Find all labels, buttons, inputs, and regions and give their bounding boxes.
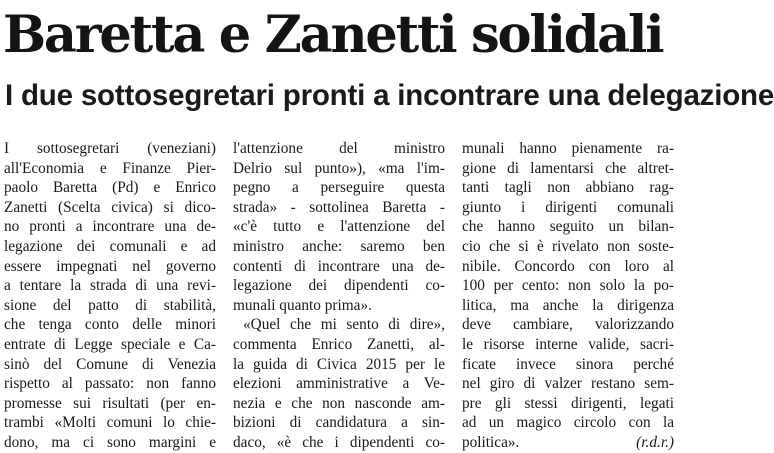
text-line: contenti di incontrare una de-: [233, 257, 445, 275]
text-line: elezioni amministrative a Ve-: [233, 375, 445, 393]
text-line: commenta Enrico Zanetti, al-: [233, 335, 445, 353]
text-line: a tentare la strada di una revi-: [4, 277, 216, 295]
text-line: pegno a perseguire questa: [233, 179, 445, 197]
text-line: munali quanto prima».: [233, 296, 372, 314]
text-line: ad un magico circolo con la: [462, 414, 674, 432]
text-line: nezia e che non nasconde am-: [233, 394, 445, 412]
author-signature: (r.d.r.): [636, 433, 674, 451]
text-line: tanti tagli non abbiano rag-: [462, 179, 674, 197]
text-line: legazione dei comunali e ad: [4, 237, 216, 255]
text-line: daco, «è che i dipendenti co-: [233, 433, 445, 451]
article-column-1: [4, 139, 216, 453]
text-line: entrate di Legge speciale e Ca-: [4, 335, 216, 353]
text-line: bizioni di candidatura a sin-: [233, 414, 445, 432]
text-line: ficate invece sinora perché: [462, 355, 674, 373]
text-line: giunto i dirigenti comunali: [462, 198, 674, 216]
text-line: deve cambiare, valorizzando: [462, 316, 674, 334]
text-line: le risorse interne valide, sacri-: [462, 335, 674, 353]
text-line: che tenga conto delle minori: [4, 316, 216, 334]
text-line: politica».: [462, 433, 520, 451]
text-line: l'attenzione del ministro: [233, 140, 445, 157]
text-line: sinò del Comune di Venezia: [4, 355, 216, 373]
article-column-3: [462, 139, 674, 453]
text-line: sione del patto di stabilità,: [4, 296, 216, 314]
text-line: cio che si è rivelato non soste-: [462, 237, 674, 255]
text-line: rispetto al passato: non fanno: [4, 375, 216, 393]
text-line: paolo Baretta (Pd) e Enrico: [4, 179, 216, 197]
text-line: «c'è tutto e l'attenzione del: [233, 218, 445, 236]
text-line: ministro anche: saremo ben: [233, 237, 445, 255]
text-line: trambi «Molti comuni lo chie-: [4, 414, 216, 432]
text-line: munali hanno pienamente ra-: [462, 140, 674, 157]
text-line: no pronti a incontrare una de-: [4, 218, 216, 236]
article-column-2: [233, 139, 445, 453]
text-line: Zanetti (Scelta civica) si dico-: [4, 198, 216, 216]
text-line: gione di lamentarsi che altret-: [462, 159, 674, 177]
text-line: dono, ma ci sono margini e: [4, 433, 216, 451]
text-line: nel giro di valzer restano sem-: [462, 375, 674, 393]
text-line: promesse sui risultati (per en-: [4, 394, 216, 412]
text-line: all'Economia e Finanze Pier-: [4, 159, 216, 177]
text-line: Delrio sul punto»), «ma l'im-: [233, 159, 445, 177]
text-line: la guida di Civica 2015 per le: [233, 355, 445, 373]
text-line: pre gli stessi dirigenti, legati: [462, 394, 674, 412]
text-line: 100 per cento: non solo la po-: [462, 277, 674, 295]
headline: Baretta e Zanetti solidali: [3, 5, 663, 65]
text-line: che hanno seguito un bilan-: [462, 218, 674, 236]
text-line: I sottosegretari (veneziani): [4, 140, 216, 157]
text-line: nibile. Concordo con loro al: [462, 257, 674, 275]
text-line: litica, ma anche la dirigenza: [462, 296, 674, 314]
text-line: essere impegnati nel governo: [4, 257, 216, 275]
text-line: legazione dei dipendenti co-: [233, 277, 445, 295]
subheadline: I due sottosegretari pronti a incontrare una delegazione: [5, 79, 774, 112]
text-line: strada» - sottolinea Baretta -: [233, 198, 445, 216]
text-line: «Quel che mi sento di dire»,: [243, 316, 445, 334]
